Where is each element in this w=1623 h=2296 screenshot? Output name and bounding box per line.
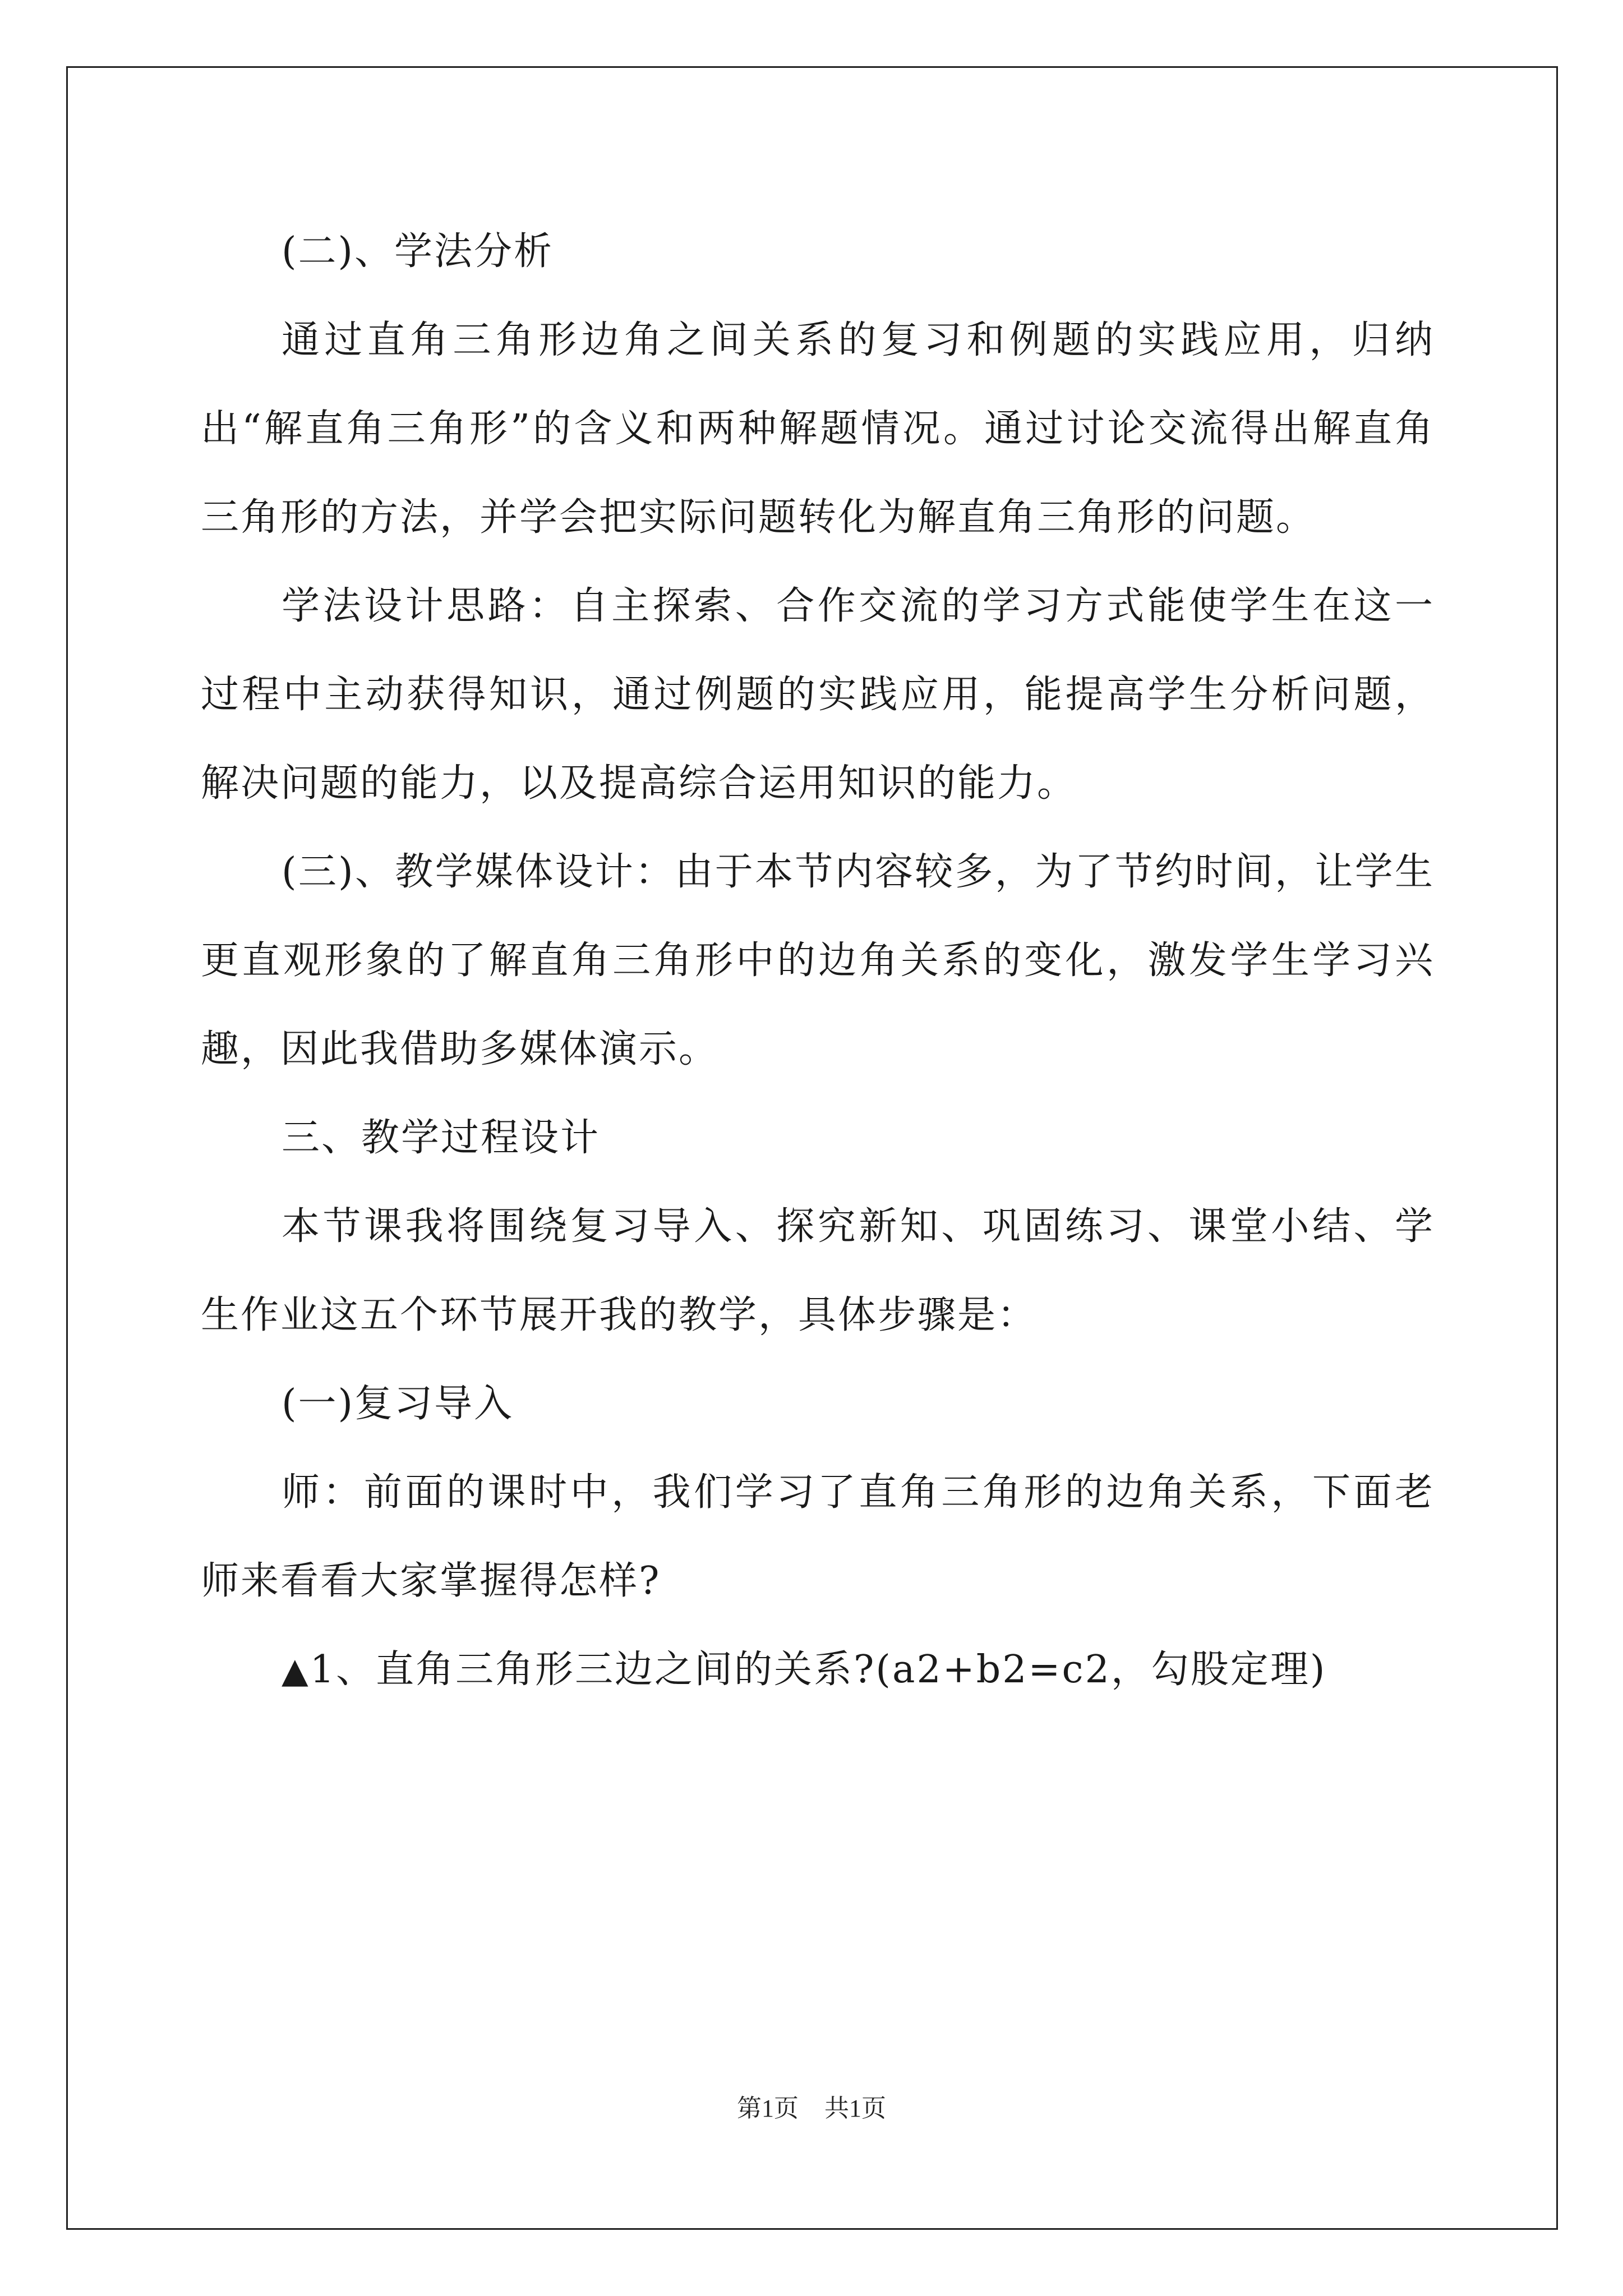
section-heading-review-intro: (一)复习导入 — [282, 1382, 514, 1426]
page-footer — [0, 2088, 1623, 2124]
paragraph-study-design-idea: 学法设计思路：自主探索、合作交流的学习方式能使学生在这一过程中主动获得知识，通过例题的实践应用，能提高学生分析问题，解决问题的能力，以及提高综合运用知识的能力。 — [201, 584, 1435, 806]
triangle-bullet-icon: ▲ — [282, 1650, 310, 1691]
page-number-label: 第1页 — [737, 2095, 799, 2122]
bullet-item-right-triangle-sides — [201, 1626, 1435, 1715]
paragraph-lesson-overview: 本节课我将围绕复习导入、探究新知、巩固练习、课堂小结、学生作业这五个环节展开我的教学，具体步骤是： — [201, 1204, 1435, 1337]
paragraph-study-method-summary: 通过直角三角形边角之间关系的复习和例题的实践应用，归纳出“解直角三角形”的含义和两种解题情况。通过讨论交流得出解直角三角形的方法，并学会把实际问题转化为解直角三角形的问题。 — [201, 318, 1435, 540]
section-heading-study-method: (二)、学法分析 — [282, 229, 554, 274]
document-body — [201, 208, 1435, 1715]
section-heading-teaching-process: 三、教学过程设计 — [282, 1116, 601, 1160]
page-total-label: 共1页 — [824, 2095, 886, 2122]
paragraph-media-design: (三)、教学媒体设计：由于本节内容较多，为了节约时间，让学生更直观形象的了解直角三角形中的边角关系的变化，激发学生学习兴趣，因此我借助多媒体演示。 — [201, 850, 1435, 1071]
bullet-item-text: 1、直角三角形三边之间的关系?(a2+b2=c2，勾股定理) — [310, 1648, 1327, 1692]
paragraph-teacher-question: 师：前面的课时中，我们学习了直角三角形的边角关系，下面老师来看看大家掌握得怎样? — [201, 1470, 1435, 1603]
